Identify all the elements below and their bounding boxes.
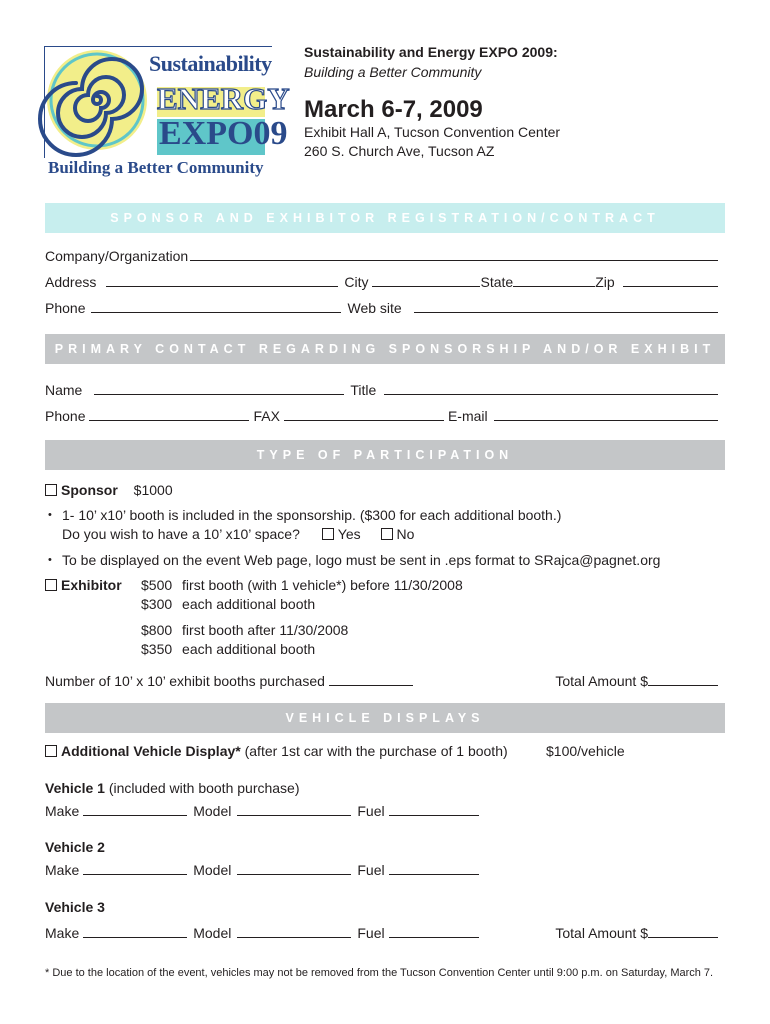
address-label: Address [45,274,97,290]
vehicle3-make-field[interactable] [83,924,187,938]
vehicle3-row [45,924,718,942]
company-field[interactable] [190,247,718,261]
vehicle1-note: (included with booth purchase) [108,780,300,796]
fax-field[interactable] [284,407,444,421]
model-label: Model [193,862,232,878]
price-amount: $800 [141,622,173,638]
vehicle2-row [45,861,718,879]
logo-line3: EXPO09 [159,115,288,152]
price-desc: each additional booth [182,641,316,657]
name-field[interactable] [94,381,344,395]
vehicle2-title: Vehicle 2 [45,839,105,855]
address-field[interactable] [106,273,338,287]
footnote: * Due to the location of the event, vehicles may not be removed from the Tucson Convention Center until 9:00 p.m. on Saturday, March 7. [45,967,714,979]
make-label: Make [45,925,80,941]
booths-row [45,672,718,690]
price-desc: each additional booth [182,596,316,612]
sponsor-bullet-booth: • 1- 10’ x10’ booth is included in the sponsorship. ($300 for each additional booth.) [62,506,561,524]
contact-phone-row [45,407,718,425]
city-field[interactable] [372,273,480,287]
address-row [45,273,718,291]
exhibitor-row [45,576,122,594]
fuel-label: Fuel [357,803,385,819]
vehicle3-title: Vehicle 3 [45,899,105,915]
model-label: Model [193,803,232,819]
expo-logo [44,46,290,158]
city-label: City [344,274,369,290]
title-label: Title [350,382,377,398]
phone-row [45,299,718,317]
price-line [141,595,315,613]
contact-phone-label: Phone [45,408,86,424]
phone-label: Phone [45,300,86,316]
zip-field[interactable] [623,273,718,287]
additional-vehicle-row [45,742,508,760]
contact-phone-field[interactable] [89,407,249,421]
event-date: March 6-7, 2009 [304,96,483,123]
booths-field[interactable] [329,672,413,686]
company-label: Company/Organization [45,248,189,264]
price-desc: first booth after 11/30/2008 [182,622,349,638]
sponsor-row [45,481,173,499]
section-contact-header: PRIMARY CONTACT REGARDING SPONSORSHIP AND/OR EXHIBIT [45,334,725,364]
no-label: No [396,526,415,542]
vehicle1-title: Vehicle 1 [45,780,105,796]
event-subtitle: Building a Better Community [304,64,482,80]
zip-label: Zip [595,274,615,290]
event-title: Sustainability and Energy EXPO 2009: [304,44,558,60]
additional-vehicle-note: (after 1st car with the purchase of 1 booth) [244,743,508,759]
sponsor-price: $1000 [133,482,173,498]
email-field[interactable] [494,407,718,421]
vehicle-total-field[interactable] [648,924,718,938]
vehicle3-model-field[interactable] [237,924,351,938]
price-line [141,576,463,594]
booths-total-field[interactable] [648,672,718,686]
additional-vehicle-checkbox[interactable] [45,745,57,757]
exhibitor-checkbox[interactable] [45,579,57,591]
vehicle1-heading [45,779,300,797]
additional-vehicle-price: $100/vehicle [546,743,625,759]
booths-label: Number of 10’ x 10’ exhibit booths purchased [45,673,325,689]
vehicle-total-label: Total Amount $ [555,925,648,941]
logo-line2: ENERGY [157,81,290,116]
company-row [45,247,718,265]
fuel-label: Fuel [357,925,385,941]
price-desc: first booth (with 1 vehicle*) before 11/30/2008 [182,577,463,593]
sponsor-checkbox[interactable] [45,484,57,496]
section-participation-header: TYPE OF PARTICIPATION [45,440,725,470]
space-question-row [62,525,414,543]
vehicle3-fuel-field[interactable] [389,924,479,938]
price-amount: $350 [141,641,173,657]
price-amount: $300 [141,596,173,612]
fuel-label: Fuel [357,862,385,878]
title-field[interactable] [384,381,718,395]
price-line [141,640,315,658]
additional-vehicle-label: Additional Vehicle Display* [61,743,241,759]
logo-line1: Sustainability [149,51,272,76]
model-label: Model [193,925,232,941]
vehicle1-fuel-field[interactable] [389,802,479,816]
vehicle1-model-field[interactable] [237,802,351,816]
name-label: Name [45,382,83,398]
name-row [45,381,718,399]
price-amount: $500 [141,577,173,593]
state-field[interactable] [513,273,595,287]
sponsor-bullet-logo: • To be displayed on the event Web page, logo must be sent in .eps format to SRajca@pagnet.org [62,551,660,569]
vehicle2-fuel-field[interactable] [389,861,479,875]
vehicle1-row [45,802,718,820]
vehicle2-model-field[interactable] [237,861,351,875]
section-registration-header: SPONSOR AND EXHIBITOR REGISTRATION/CONTRACT [45,203,725,233]
phone-field[interactable] [91,299,341,313]
vehicle2-make-field[interactable] [83,861,187,875]
exhibitor-label: Exhibitor [61,577,122,593]
event-venue: Exhibit Hall A, Tucson Convention Center [304,124,561,140]
yes-checkbox[interactable] [322,528,334,540]
make-label: Make [45,803,80,819]
website-field[interactable] [414,299,718,313]
section-vehicle-header: VEHICLE DISPLAYS [45,703,725,733]
vehicle1-make-field[interactable] [83,802,187,816]
no-checkbox[interactable] [381,528,393,540]
yes-label: Yes [337,526,361,542]
logo-tagline: Building a Better Community [48,158,264,177]
sponsor-label: Sponsor [61,482,118,498]
event-address: 260 S. Church Ave, Tucson AZ [304,143,495,159]
fax-label: FAX [253,408,280,424]
state-label: State [480,274,514,290]
email-label: E-mail [447,408,488,424]
make-label: Make [45,862,80,878]
price-line [141,621,348,639]
space-question: Do you wish to have a 10’ x10’ space? [62,526,300,542]
booths-total-label: Total Amount $ [555,673,648,689]
website-label: Web site [347,300,402,316]
